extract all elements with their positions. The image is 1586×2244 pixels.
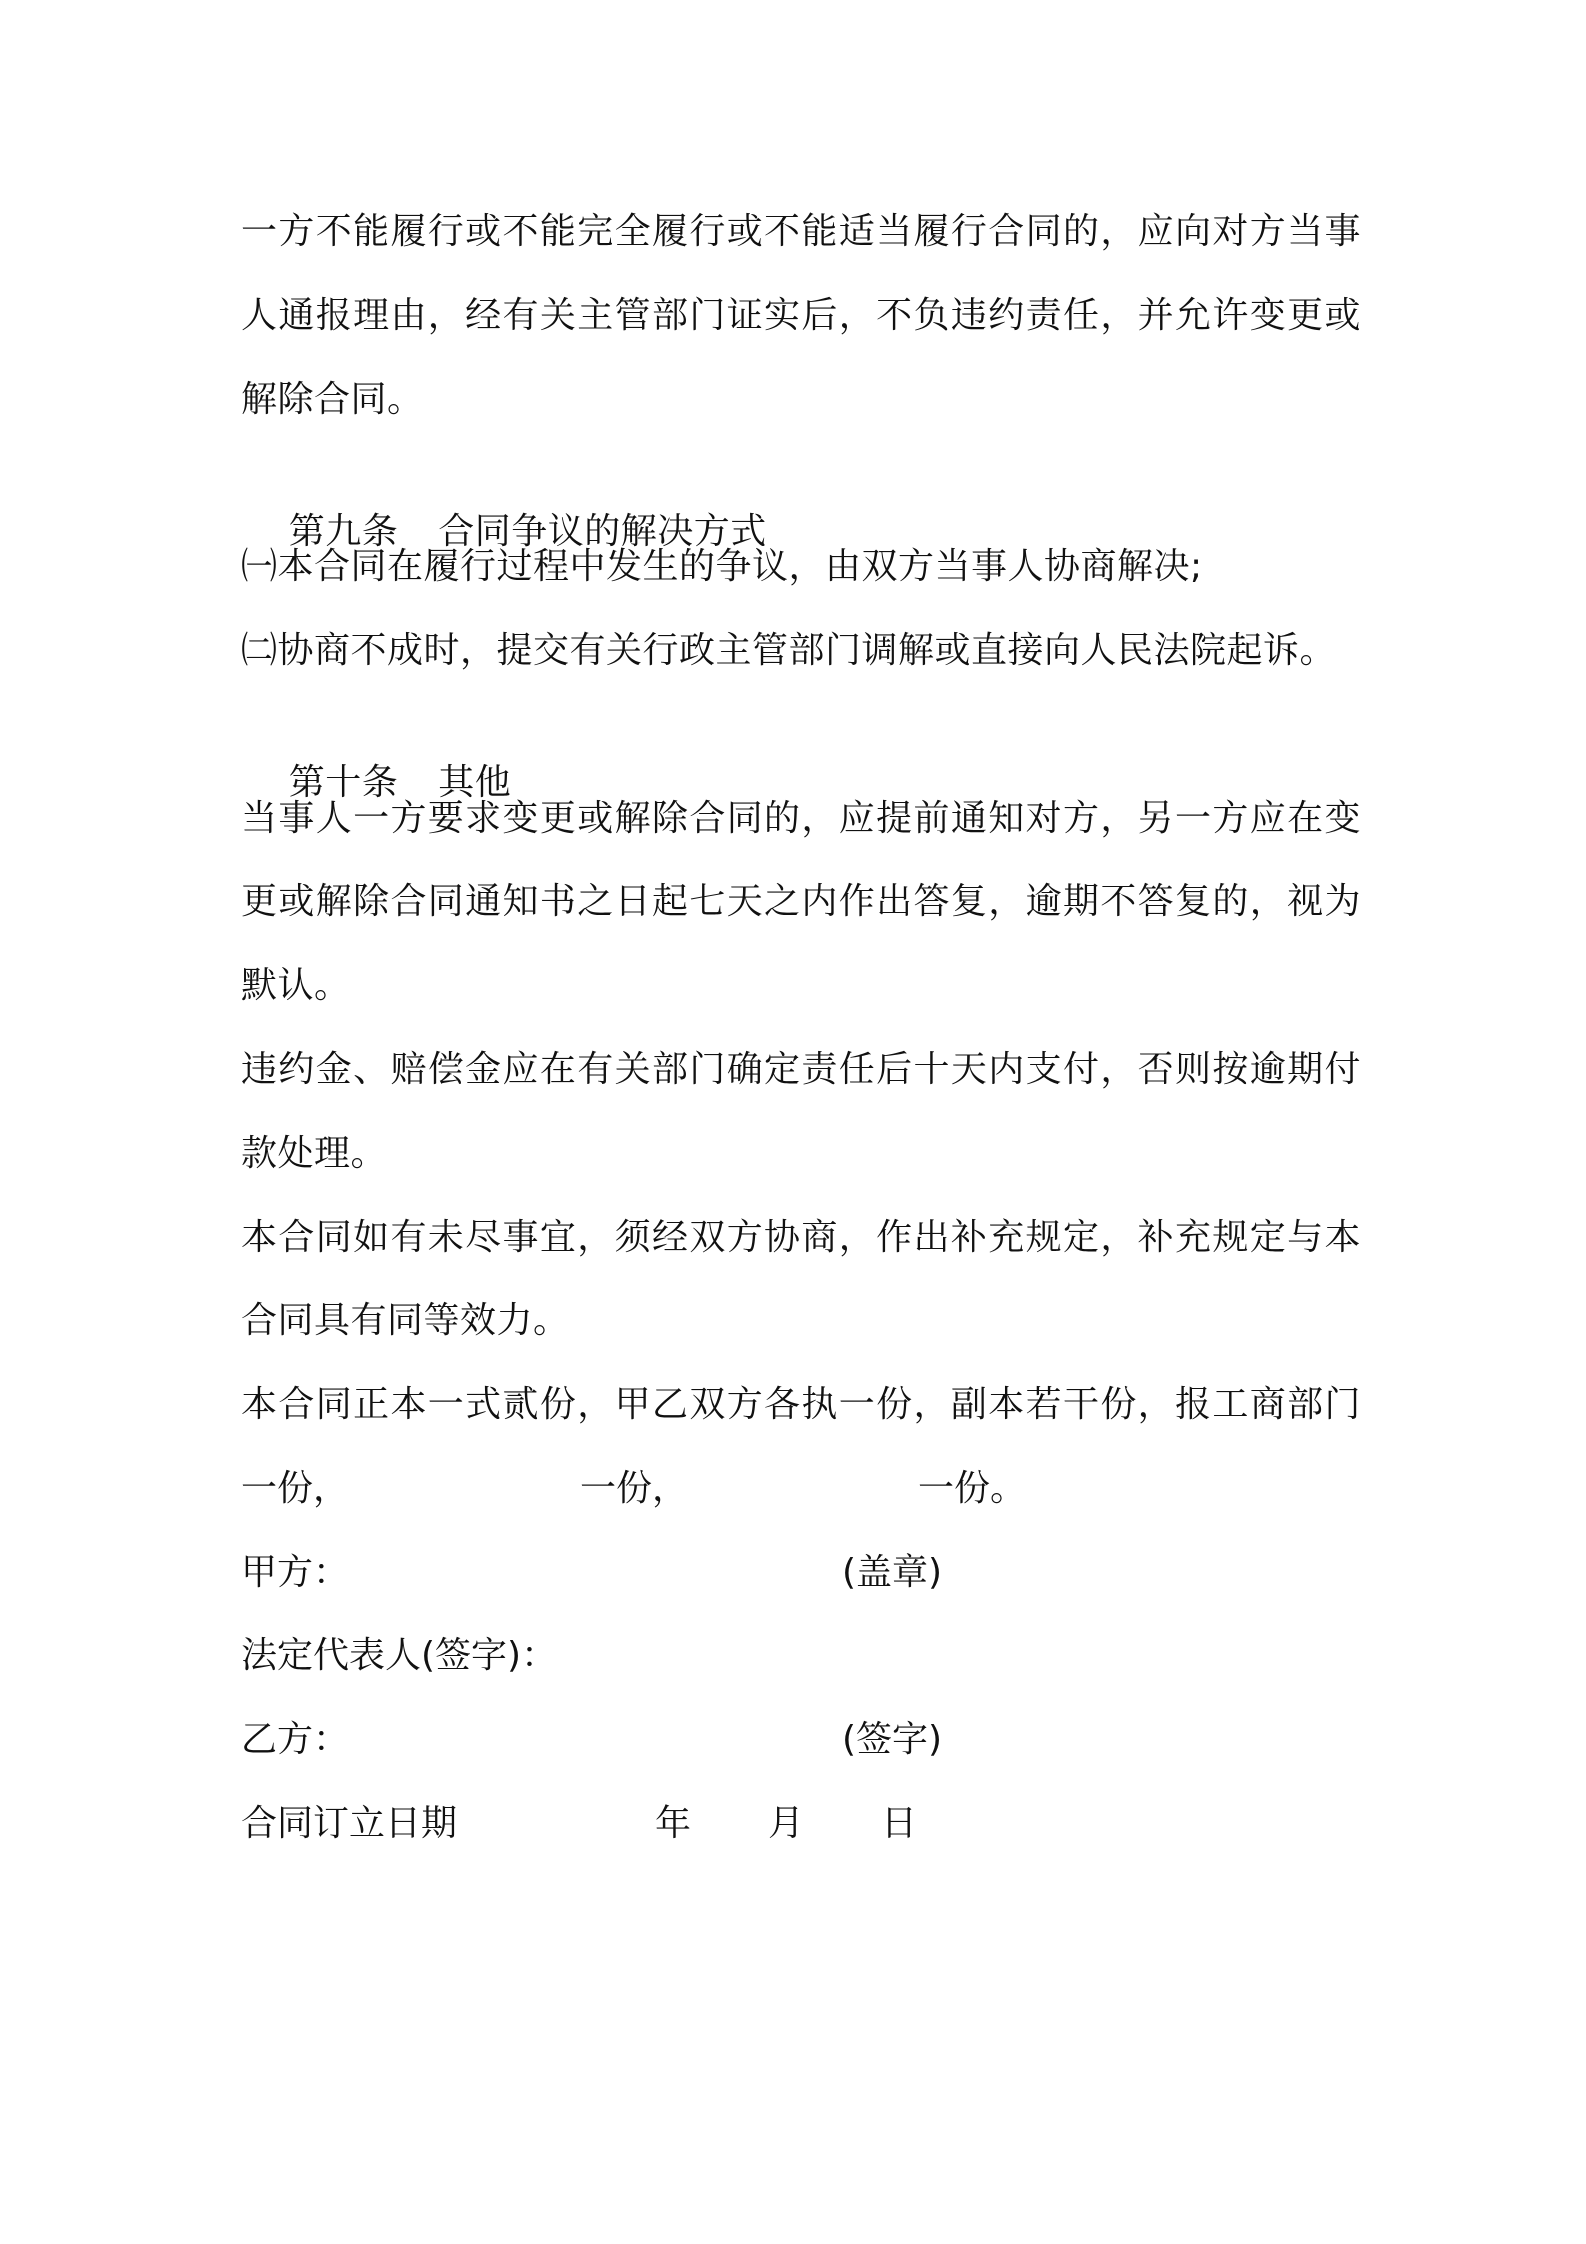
clause10-para2-line-1: 违约金、赔偿金应在有关部门确定责任后十天内支付，否则按逾期付 [241,1049,1361,1090]
clause10-heading-title: 其他 [438,762,512,803]
clause9-item-2: ㈡协商不成时，提交有关行政主管部门调解或直接向人民法院起诉。 [241,630,1337,671]
clause10-para1-line-1: 当事人一方要求变更或解除合同的，应提前通知对方，另一方应在变 [241,798,1361,839]
date-year: 年 [655,1803,692,1844]
date-day: 日 [881,1803,918,1844]
copy-slot-2: 一份， [580,1468,689,1509]
clause10-para3-line-1: 本合同如有未尽事宜，须经双方协商，作出补充规定，补充规定与本 [241,1217,1361,1258]
clause8-line-3: 解除合同。 [241,379,424,420]
clause10-para3-line-2: 合同具有同等效力。 [241,1300,570,1341]
clause10-para1-line-3: 默认。 [241,965,351,1006]
party-a-seal: (盖章) [842,1552,943,1593]
clause9-heading-number: 第九条 [288,511,399,552]
clause9-item-1: ㈠本合同在履行过程中发生的争议，由双方当事人协商解决; [241,546,1203,587]
copy-slot-3: 一份。 [918,1468,1027,1509]
clause10-para1-line-2: 更或解除合同通知书之日起七天之内作出答复，逾期不答复的，视为 [241,881,1361,922]
party-b-label: 乙方： [241,1719,350,1760]
date-month: 月 [768,1803,805,1844]
clause10-heading-number: 第十条 [288,762,399,803]
party-b-sign: (签字) [842,1719,943,1760]
party-a-label: 甲方： [241,1552,350,1593]
clause8-line-1: 一方不能履行或不能完全履行或不能适当履行合同的，应向对方当事 [241,211,1361,252]
clause9-heading-title: 合同争议的解决方式 [438,511,767,552]
clause8-line-2: 人通报理由，经有关主管部门证实后，不负违约责任，并允许变更或 [241,295,1361,336]
contract-date-label: 合同订立日期 [241,1803,458,1844]
clause10-para4-line-1: 本合同正本一式贰份，甲乙双方各执一份，副本若干份，报工商部门 [241,1384,1361,1425]
copy-slot-1: 一份， [241,1468,350,1509]
legal-rep-label: 法定代表人(签字)： [241,1635,558,1676]
clause10-para2-line-2: 款处理。 [241,1133,388,1174]
